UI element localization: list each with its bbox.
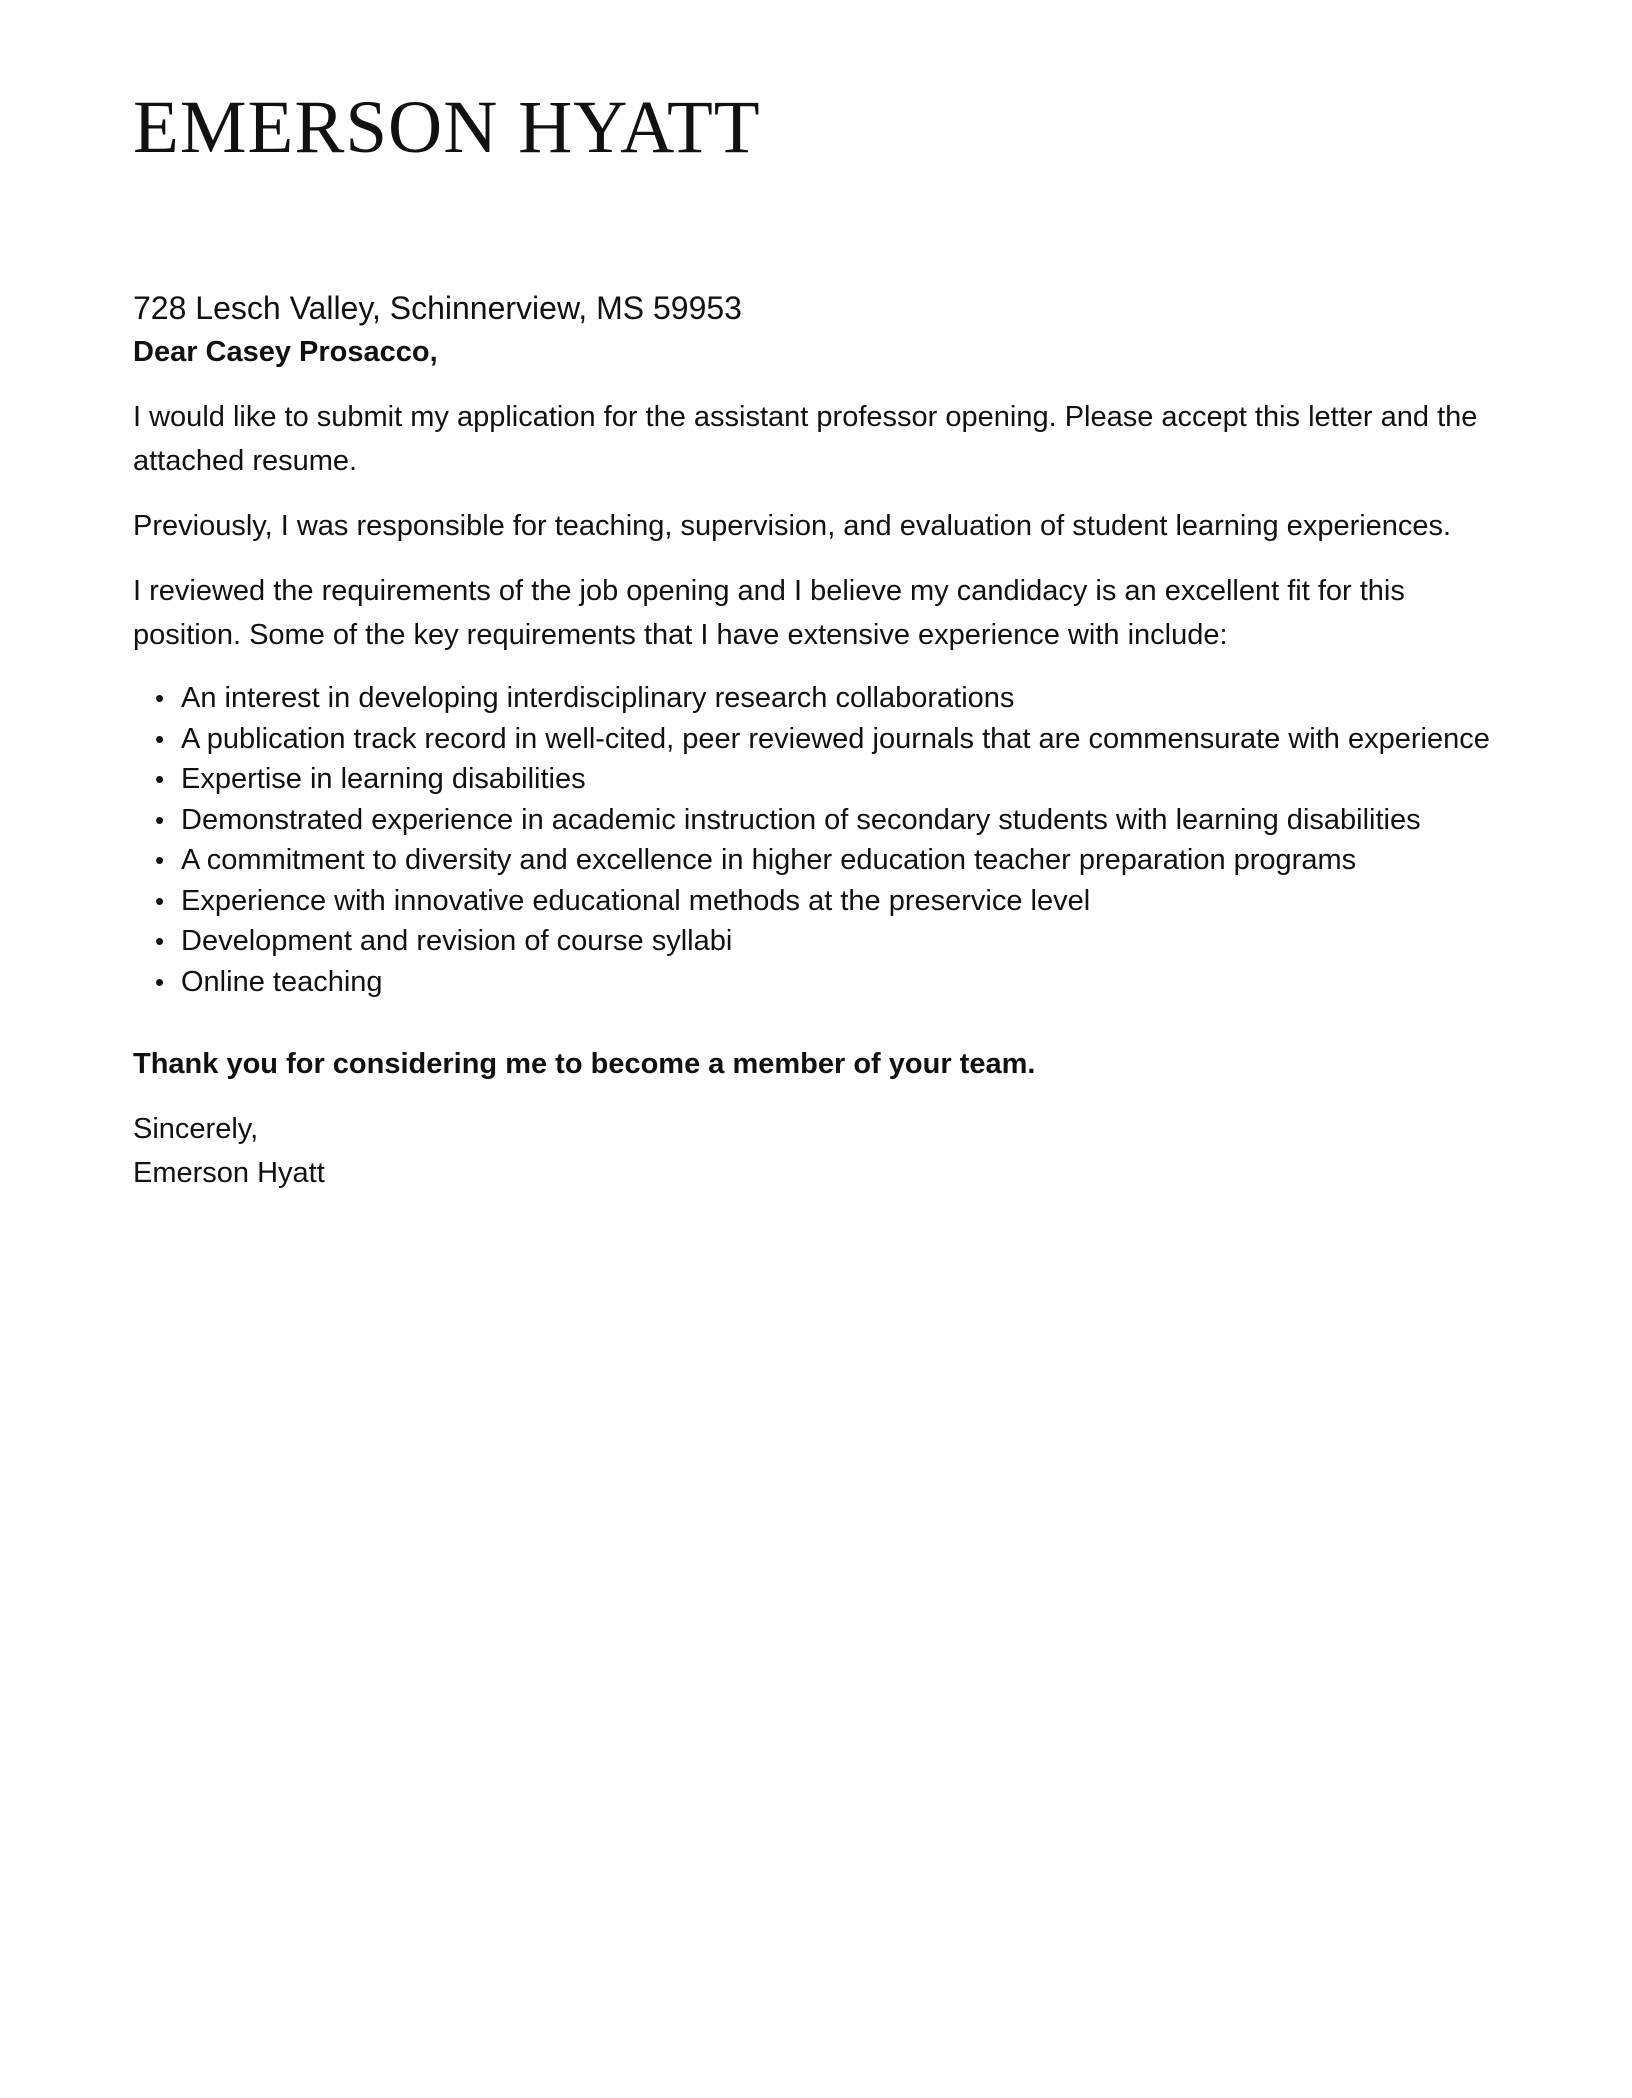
bullet-icon: • bbox=[155, 723, 165, 754]
list-item bbox=[155, 840, 1503, 881]
bullet-icon: • bbox=[155, 764, 165, 794]
list-item-text: An interest in developing interdisciplinary research collaborations bbox=[181, 682, 1015, 714]
list-item-text: Demonstrated experience in academic instruction of secondary students with learning disabilities bbox=[181, 803, 1421, 836]
list-item bbox=[155, 962, 1503, 1003]
paragraph-requirements-intro: I reviewed the requirements of the job opening and I believe my candidacy is an excellent fit for this position. Some of the key requirements that I have extensive experience with include: bbox=[133, 575, 1405, 651]
bullet-icon: • bbox=[155, 845, 165, 875]
requirements-list bbox=[133, 678, 1503, 1002]
bullet-icon: • bbox=[155, 966, 165, 997]
sender-address: 728 Lesch Valley, Schinnerview, MS 59953 bbox=[133, 290, 742, 326]
list-item bbox=[155, 759, 1503, 800]
bullet-icon: • bbox=[155, 926, 165, 956]
list-item-text: Expertise in learning disabilities bbox=[181, 763, 586, 795]
list-item bbox=[155, 881, 1503, 922]
list-item-text: A commitment to diversity and excellence in higher education teacher preparation programs bbox=[181, 844, 1357, 876]
bullet-icon: • bbox=[155, 885, 165, 916]
sender-name: EMERSON HYATT bbox=[133, 86, 761, 169]
list-item bbox=[155, 719, 1503, 760]
bullet-icon: • bbox=[155, 683, 165, 713]
salutation: Dear Casey Prosacco, bbox=[133, 336, 438, 368]
cover-letter-page bbox=[133, 82, 1503, 1189]
list-item-text: Experience with innovative educational methods at the preservice level bbox=[181, 884, 1091, 917]
list-item-text: Online teaching bbox=[181, 965, 383, 998]
list-item-text: A publication track record in well-cited, peer reviewed journals that are commensurate with experience bbox=[181, 722, 1490, 755]
signature: Emerson Hyatt bbox=[133, 1157, 325, 1189]
paragraph-intro: I would like to submit my application for the assistant professor opening. Please accept this letter and the attached resume. bbox=[133, 401, 1478, 477]
bullet-icon: • bbox=[155, 804, 165, 835]
paragraph-experience: Previously, I was responsible for teaching, supervision, and evaluation of student learning experiences. bbox=[133, 510, 1452, 542]
thank-you-line: Thank you for considering me to become a member of your team. bbox=[133, 1048, 1036, 1080]
list-item bbox=[155, 800, 1503, 841]
closing: Sincerely, bbox=[133, 1113, 259, 1145]
list-item bbox=[155, 678, 1503, 719]
list-item bbox=[155, 921, 1503, 962]
list-item-text: Development and revision of course syllabi bbox=[181, 925, 733, 957]
letter-body bbox=[133, 330, 1503, 1195]
